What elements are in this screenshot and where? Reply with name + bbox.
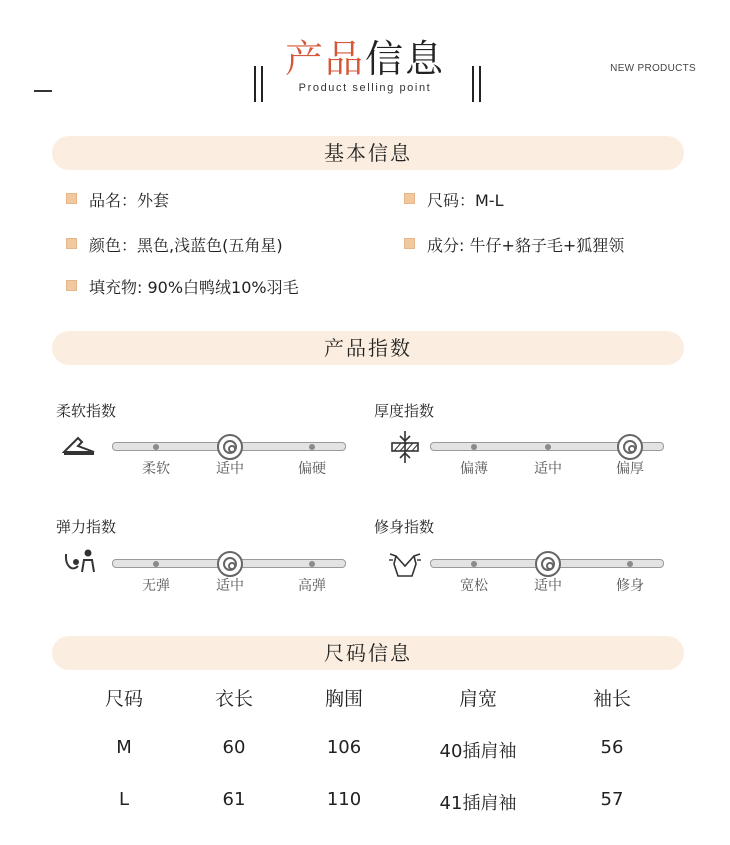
length-col-header: 衣长 [214, 688, 253, 710]
info-color [66, 233, 283, 256]
fit-tick-label: 修身 [616, 578, 644, 594]
elasticity-slider-stop [309, 561, 315, 567]
table-cell: 41插肩袖 [439, 793, 517, 814]
info-size-text: 尺码：M-L [427, 191, 504, 210]
fit-slider-stop [471, 561, 477, 567]
softness-tick-label: 适中 [216, 461, 244, 477]
thickness-tick-label: 适中 [534, 461, 562, 477]
fabric-icon [62, 434, 96, 456]
table-cell: 106 [326, 737, 362, 758]
softness-slider-knob[interactable] [217, 434, 243, 460]
bullet-icon [404, 238, 415, 249]
title-accent: 产品 [284, 37, 365, 81]
softness-tick-label: 偏硬 [298, 461, 326, 477]
chest-col-header: 胸围 [324, 688, 363, 710]
table-cell: 40插肩袖 [439, 741, 517, 762]
info-color-text: 颜色：黑色,浅蓝色(五角星) [89, 236, 283, 255]
elasticity-tick-label: 无弹 [142, 578, 170, 594]
table-cell: 60 [222, 737, 246, 758]
info-name [66, 188, 169, 211]
info-size [404, 188, 504, 211]
knob-center [628, 445, 636, 453]
thickness-label: 厚度指数 [374, 402, 435, 420]
softness-tick-label: 柔软 [142, 461, 170, 477]
elasticity-tick-label: 高弹 [298, 578, 326, 594]
info-material [404, 233, 624, 256]
title-rest: 信息 [365, 37, 446, 81]
info-filling-text: 填充物: 90%白鸭绒10%羽毛 [89, 278, 299, 297]
bullet-icon [404, 193, 415, 204]
table-cell: M [116, 737, 132, 758]
thickness-slider-stop [545, 444, 551, 450]
elasticity-label: 弹力指数 [56, 518, 117, 536]
bullet-icon [66, 238, 77, 249]
fit-slider-stop [627, 561, 633, 567]
knob-ring [223, 557, 237, 571]
info-name-text: 品名：外套 [89, 191, 170, 210]
knob-center [228, 445, 236, 453]
new-products-label: NEW PRODUCTS [610, 63, 696, 74]
thickness-slider-stop [471, 444, 477, 450]
page-title [0, 28, 730, 83]
fit-tick-label: 适中 [534, 578, 562, 594]
fit-tick-label: 宽松 [460, 578, 488, 594]
section-size-info: 尺码信息 [52, 636, 684, 670]
elasticity-tick-label: 适中 [216, 578, 244, 594]
body-fit-icon [388, 550, 422, 578]
fit-label: 修身指数 [374, 518, 435, 536]
elasticity-slider-stop [153, 561, 159, 567]
size-col-header: 尺码 [104, 688, 143, 710]
knob-ring [223, 440, 237, 454]
knob-center [546, 562, 554, 570]
softness-slider-stop [153, 444, 159, 450]
thickness-tick-label: 偏厚 [616, 461, 644, 477]
knob-center [228, 562, 236, 570]
table-cell: 57 [600, 789, 624, 810]
table-cell: 56 [600, 737, 624, 758]
section-product-index: 产品指数 [52, 331, 684, 365]
info-material-text: 成分: 牛仔+貉子毛+狐狸领 [427, 236, 625, 255]
thickness-slider-knob[interactable] [617, 434, 643, 460]
fit-slider-knob[interactable] [535, 551, 561, 577]
softness-slider-stop [309, 444, 315, 450]
sleeve-col-header: 袖长 [592, 688, 631, 710]
knob-ring [541, 557, 555, 571]
thickness-tick-label: 偏薄 [460, 461, 488, 477]
page-subtitle: Product selling point [298, 82, 432, 94]
bullet-icon [66, 280, 77, 291]
stretch-icon [62, 548, 96, 576]
shoulder-col-header: 肩宽 [458, 688, 497, 710]
table-cell: L [118, 789, 130, 810]
knob-ring [623, 440, 637, 454]
elasticity-slider-knob[interactable] [217, 551, 243, 577]
info-filling [66, 275, 299, 298]
softness-label: 柔软指数 [56, 402, 117, 420]
bullet-icon [66, 193, 77, 204]
thickness-icon [390, 430, 420, 464]
table-cell: 110 [326, 789, 362, 810]
table-cell: 61 [222, 789, 246, 810]
section-basic-info: 基本信息 [52, 136, 684, 170]
